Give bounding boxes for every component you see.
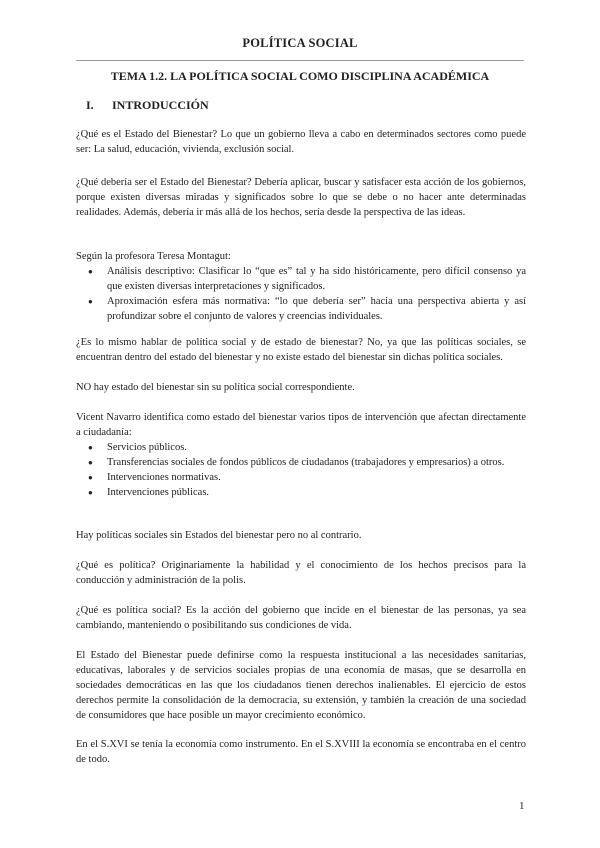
list-montagut xyxy=(76,264,526,324)
bullet-icon: ● xyxy=(88,488,93,497)
section-heading xyxy=(76,98,209,113)
paragraph-welfare-state-ought: ¿Qué debería ser el Estado del Bienestar? Debería aplicar, buscar y satisfacer esta acción de los gobiernos, porque existen diversas miradas y significados sobre lo que se debe o no hacer ante determinadas realidades. Además, debería ir más allá de los hechos, sería desde la perspectiva de las ideas. xyxy=(76,177,526,218)
paragraph-policy-vs-welfare: ¿Es lo mismo hablar de política social y de estado de bienestar? No, ya que las políticas sociales, se encuentran dentro del estado del bienestar y no existe estado del bienestar sin dichas política sociales. xyxy=(76,337,526,363)
paragraph-economy-history: En el S.XVI se tenía la economía como instrumento. En el S.XVIII la economía se encontraba en el centro de todo. xyxy=(76,739,526,765)
paragraph-welfare-state-definition: ¿Qué es el Estado del Bienestar? Lo que un gobierno lleva a cabo en determinados sectores como puede ser: La salud, educación, vivienda, exclusión social. xyxy=(76,129,526,155)
list-item: ● Intervenciones normativas. xyxy=(88,472,221,483)
list-item: ● Servicios públicos. xyxy=(88,442,187,453)
paragraph-what-is-social-policy: ¿Qué es política social? Es la acción del gobierno que incide en el bienestar de las personas, ya sea cambiando, manteniendo o posibilitando sus condiciones de vida. xyxy=(76,605,526,631)
paragraph-montagut-intro: Según la profesora Teresa Montagut: xyxy=(76,251,231,262)
page-number: 1 xyxy=(519,800,525,812)
list-item: ● Transferencias sociales de fondos públicos de ciudadanos (trabajadores y empresarios) a otros. xyxy=(88,457,505,468)
bullet-icon: ● xyxy=(88,473,93,482)
paragraph-what-is-politics: ¿Qué es política? Originariamente la habilidad y el conocimiento de los hechos precisos para la conducción y administración de la polis. xyxy=(76,560,526,586)
section-number: I. xyxy=(86,98,94,112)
topic-title: TEMA 1.2. LA POLÍTICA SOCIAL COMO DISCIPLINA ACADÉMICA xyxy=(110,69,490,83)
page-header-title: POLÍTICA SOCIAL xyxy=(242,36,358,50)
paragraph-welfare-state-institutional: El Estado del Bienestar puede definirse como la respuesta institucional a las necesidades sanitarias, educativas, laborales y de servicios sociales propias de una economía de masas, que se desarrolla en sociedades democráticas en las que los ciudadanos tienen derechos inalienables. El ejercicio de estos derechos permite la consolidación de la democracia, su extensión, y también la creación de una sociedad de consumidores que hace posible un mayor crecimiento económico. xyxy=(76,650,526,721)
paragraph-policies-without-welfare: Hay políticas sociales sin Estados del bienestar pero no al contrario. xyxy=(76,530,362,541)
bullet-icon: ● xyxy=(88,443,93,452)
header-divider xyxy=(76,60,524,61)
bullet-icon: ● xyxy=(88,458,93,467)
paragraph-no-welfare-without-policy: NO hay estado del bienestar sin su política social correspondiente. xyxy=(76,382,355,393)
bullet-icon: ● xyxy=(88,297,93,306)
list-navarro xyxy=(76,440,526,500)
list-item: ● Aproximación esfera más normativa: “lo que debería ser” hacia una perspectiva abierta y así profundizar sobre el conjunto de valores y creencias individuales. xyxy=(88,296,526,322)
list-item: ● Análisis descriptivo: Clasificar lo “que es” tal y ha sido históricamente, pero difícil consenso ya que existen diversas interpretaciones y significados. xyxy=(88,266,526,292)
list-item: ● Intervenciones públicas. xyxy=(88,487,210,498)
bullet-icon: ● xyxy=(88,267,93,276)
paragraph-navarro-intro: Vicent Navarro identifica como estado del bienestar varios tipos de intervención que afectan directamente a ciudadanía: xyxy=(76,412,526,438)
section-title: INTRODUCCIÓN xyxy=(112,98,209,112)
